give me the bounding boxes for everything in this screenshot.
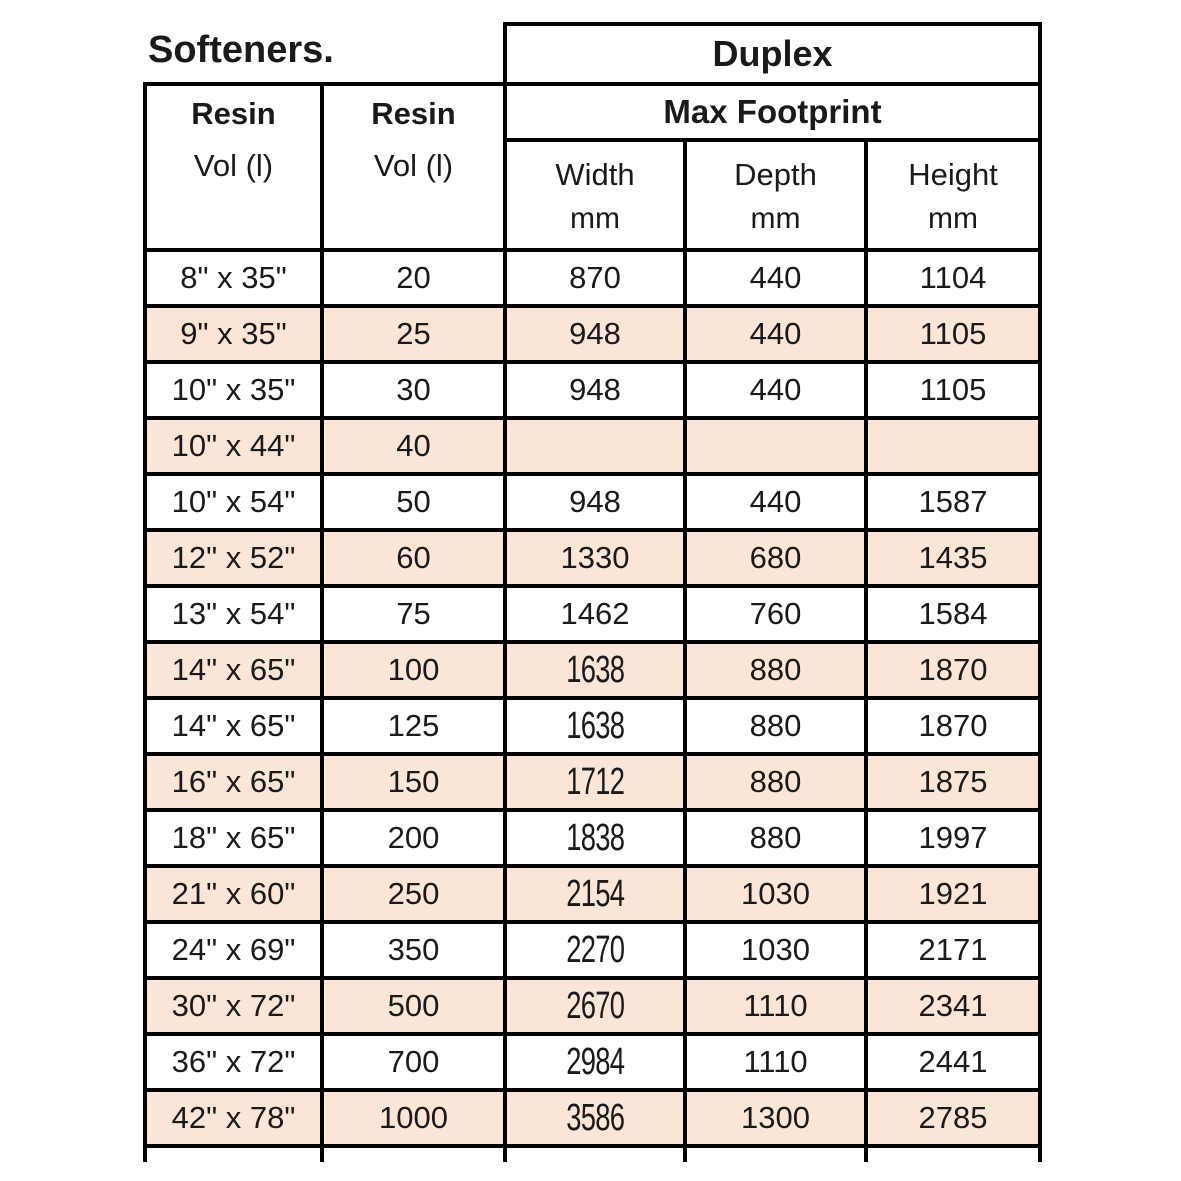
cell-resin-size-value: 36" x 72" (171, 1044, 296, 1079)
cell-height-value: 1587 (918, 484, 988, 519)
cell-width-value: 1638 (565, 704, 624, 747)
width-unit: mm (570, 202, 620, 235)
height-label: Height (908, 157, 998, 192)
cell-depth (685, 922, 866, 978)
cell-empty (145, 1146, 322, 1162)
cell-resin-vol-value: 20 (396, 260, 431, 295)
cell-depth (685, 362, 866, 418)
header-depth (685, 140, 866, 250)
cell-height (866, 1090, 1040, 1146)
cell-resin-vol (322, 1034, 505, 1090)
cell-resin-vol-value: 50 (396, 484, 431, 519)
cell-width (505, 698, 685, 754)
cell-resin-size (145, 530, 322, 586)
cell-height-value: 2171 (918, 932, 988, 967)
table-row (145, 530, 1040, 586)
cell-resin-vol-value: 125 (387, 708, 440, 743)
cell-resin-vol (322, 866, 505, 922)
cell-resin-size-value: 9" x 35" (180, 316, 287, 351)
table-header (145, 24, 1040, 250)
table-row (145, 1090, 1040, 1146)
cell-depth (685, 306, 866, 362)
cell-height (866, 586, 1040, 642)
cell-width (505, 642, 685, 698)
cell-resin-vol-value: 25 (396, 316, 431, 351)
cell-resin-vol (322, 698, 505, 754)
table-row (145, 586, 1040, 642)
cell-depth-value: 440 (749, 260, 802, 295)
cell-depth-value: 1030 (741, 932, 810, 967)
cell-width (505, 922, 685, 978)
cell-height (866, 474, 1040, 530)
cell-height-value: 1104 (919, 260, 987, 295)
cell-resin-vol (322, 642, 505, 698)
header-row-top (145, 24, 1040, 84)
table-body (145, 250, 1040, 1162)
cell-height-value: 1875 (918, 764, 988, 799)
cell-depth-value: 1300 (741, 1100, 810, 1135)
cell-width-value: 1712 (565, 760, 624, 803)
cell-resin-vol (322, 586, 505, 642)
cell-resin-size-value: 8" x 35" (180, 260, 287, 295)
cell-depth (685, 586, 866, 642)
cell-empty (685, 1146, 866, 1162)
cell-width (505, 586, 685, 642)
cell-depth (685, 754, 866, 810)
cell-width-value: 1838 (565, 816, 624, 859)
cell-depth-value: 880 (749, 764, 802, 799)
resin-unit: Vol (l) (193, 148, 274, 183)
cell-height-value: 1870 (918, 652, 988, 687)
height-unit: mm (928, 202, 978, 235)
table-row (145, 1034, 1040, 1090)
cell-height-value: 1435 (918, 540, 988, 575)
header-height (866, 140, 1040, 250)
cell-depth (685, 978, 866, 1034)
cell-resin-vol (322, 306, 505, 362)
cell-depth-value: 1110 (743, 988, 808, 1023)
cell-resin-vol-value: 700 (387, 1044, 440, 1079)
cell-depth-value: 440 (749, 316, 802, 351)
cell-width-value: 1638 (565, 648, 624, 691)
cell-resin-vol-value: 40 (396, 428, 431, 463)
cell-resin-vol-value: 30 (396, 372, 431, 407)
cell-width (505, 474, 685, 530)
cell-resin-size (145, 866, 322, 922)
cell-height (866, 530, 1040, 586)
cell-width (505, 754, 685, 810)
cell-resin-vol (322, 1090, 505, 1146)
table-row (145, 810, 1040, 866)
cell-depth (685, 698, 866, 754)
cell-resin-size (145, 1034, 322, 1090)
cell-depth-value: 680 (749, 540, 802, 575)
cell-height (866, 306, 1040, 362)
cell-resin-size-value: 14" x 65" (171, 652, 296, 687)
cell-depth (685, 642, 866, 698)
cell-depth-value: 880 (749, 708, 802, 743)
depth-unit: mm (750, 202, 801, 235)
cell-resin-vol (322, 978, 505, 1034)
cell-width-value: 948 (569, 372, 621, 407)
cell-resin-vol-value: 350 (387, 932, 440, 967)
cell-height (866, 362, 1040, 418)
cell-depth (685, 1034, 866, 1090)
cell-resin-vol (322, 362, 505, 418)
cell-width-value: 1330 (560, 540, 630, 575)
cell-height (866, 754, 1040, 810)
table-row (145, 866, 1040, 922)
cell-width (505, 1090, 685, 1146)
table-row (145, 642, 1040, 698)
resin-label: Resin (371, 96, 456, 131)
cell-height-value: 1921 (918, 876, 988, 911)
resin-unit: Vol (l) (373, 148, 454, 183)
cell-depth-value: 1110 (743, 1044, 808, 1079)
cell-width-value: 2984 (565, 1040, 624, 1083)
cell-resin-size-value: 10" x 44" (171, 428, 296, 463)
cell-resin-vol (322, 250, 505, 306)
cell-resin-size (145, 306, 322, 362)
cell-empty (322, 1146, 505, 1162)
table-row (145, 362, 1040, 418)
cell-resin-size (145, 810, 322, 866)
cell-width (505, 866, 685, 922)
cell-resin-vol (322, 754, 505, 810)
cell-height (866, 698, 1040, 754)
cell-height (866, 810, 1040, 866)
cell-resin-size (145, 586, 322, 642)
cell-width-value: 2270 (565, 928, 624, 971)
cell-resin-size (145, 698, 322, 754)
cell-width-value: 948 (569, 316, 621, 351)
cell-depth (685, 418, 866, 474)
cell-resin-size (145, 754, 322, 810)
cell-width-value: 2154 (565, 872, 624, 915)
cell-height (866, 978, 1040, 1034)
cell-height-value: 2341 (918, 988, 988, 1023)
cell-resin-size-value: 14" x 65" (171, 708, 296, 743)
cell-resin-vol (322, 418, 505, 474)
cell-resin-size-value: 16" x 65" (171, 764, 296, 799)
cell-depth (685, 810, 866, 866)
width-label: Width (555, 157, 635, 192)
cell-depth-value: 760 (749, 596, 802, 631)
resin-label: Resin (191, 96, 276, 131)
table-row-partial (145, 1146, 1040, 1162)
header-resin-vol-1 (145, 84, 322, 250)
cell-depth-value: 880 (749, 820, 802, 855)
softeners-table (143, 22, 1042, 1162)
cell-depth-value: 880 (749, 652, 802, 687)
cell-width (505, 362, 685, 418)
cell-depth-value: 1030 (741, 876, 810, 911)
cell-resin-size (145, 922, 322, 978)
table-row (145, 978, 1040, 1034)
cell-empty (505, 1146, 685, 1162)
cell-resin-vol-value: 100 (387, 652, 440, 687)
cell-height-value: 1870 (918, 708, 988, 743)
cell-width (505, 810, 685, 866)
cell-height-value: 2441 (918, 1044, 988, 1079)
cell-width-value: 1462 (560, 596, 630, 631)
cell-empty (866, 1146, 1040, 1162)
cell-resin-vol-value: 1000 (379, 1100, 448, 1135)
cell-depth (685, 530, 866, 586)
cell-resin-size-value: 24" x 69" (171, 932, 296, 967)
cell-resin-size (145, 418, 322, 474)
cell-depth-value: 440 (749, 372, 802, 407)
table-row (145, 754, 1040, 810)
table-row (145, 306, 1040, 362)
cell-resin-size (145, 642, 322, 698)
table-row (145, 922, 1040, 978)
cell-resin-size-value: 21" x 60" (171, 876, 296, 911)
cell-resin-vol (322, 530, 505, 586)
cell-resin-vol (322, 474, 505, 530)
cell-resin-vol-value: 150 (387, 764, 440, 799)
cell-height (866, 250, 1040, 306)
cell-resin-size-value: 10" x 35" (171, 372, 296, 407)
cell-height (866, 418, 1040, 474)
cell-resin-vol-value: 60 (396, 540, 431, 575)
cell-depth (685, 474, 866, 530)
cell-height-value: 1997 (918, 820, 988, 855)
cell-depth (685, 1090, 866, 1146)
page-title: Softeners. (148, 29, 334, 71)
header-duplex: Duplex (505, 24, 1040, 84)
depth-label: Depth (734, 157, 817, 192)
cell-height (866, 922, 1040, 978)
cell-resin-size (145, 250, 322, 306)
cell-resin-vol (322, 810, 505, 866)
cell-resin-vol (322, 922, 505, 978)
cell-resin-size (145, 362, 322, 418)
cell-height (866, 866, 1040, 922)
cell-depth (685, 250, 866, 306)
table-row (145, 250, 1040, 306)
cell-width (505, 250, 685, 306)
cell-width (505, 530, 685, 586)
header-width (505, 140, 685, 250)
table-row (145, 474, 1040, 530)
cell-resin-size-value: 42" x 78" (171, 1100, 296, 1135)
table-row (145, 418, 1040, 474)
cell-resin-vol-value: 500 (387, 988, 440, 1023)
cell-height-value: 1105 (919, 372, 987, 407)
cell-width-value: 948 (569, 484, 621, 519)
cell-resin-size-value: 12" x 52" (171, 540, 296, 575)
cell-resin-size-value: 18" x 65" (171, 820, 296, 855)
cell-depth-value: 440 (749, 484, 802, 519)
cell-resin-size-value: 13" x 54" (171, 596, 296, 631)
title-area (145, 24, 505, 84)
cell-resin-vol-value: 200 (387, 820, 440, 855)
cell-resin-size-value: 10" x 54" (171, 484, 296, 519)
cell-resin-vol-value: 250 (387, 876, 440, 911)
cell-height-value: 1105 (919, 316, 987, 351)
header-resin-vol-2 (322, 84, 505, 250)
cell-resin-size (145, 474, 322, 530)
header-max-footprint: Max Footprint (505, 84, 1040, 140)
cell-width (505, 978, 685, 1034)
cell-width (505, 418, 685, 474)
cell-width (505, 306, 685, 362)
cell-width-value: 2670 (565, 984, 624, 1027)
header-row-group (145, 84, 1040, 140)
cell-width-value: 870 (569, 260, 621, 295)
table-row (145, 698, 1040, 754)
cell-resin-vol-value: 75 (396, 596, 431, 631)
cell-depth (685, 866, 866, 922)
cell-resin-size (145, 978, 322, 1034)
cell-height (866, 642, 1040, 698)
cell-height (866, 1034, 1040, 1090)
cell-resin-size-value: 30" x 72" (171, 988, 296, 1023)
cell-width (505, 1034, 685, 1090)
cell-width-value: 3586 (565, 1096, 624, 1139)
cell-resin-size (145, 1090, 322, 1146)
cell-height-value: 1584 (918, 596, 988, 631)
cell-height-value: 2785 (918, 1100, 988, 1135)
